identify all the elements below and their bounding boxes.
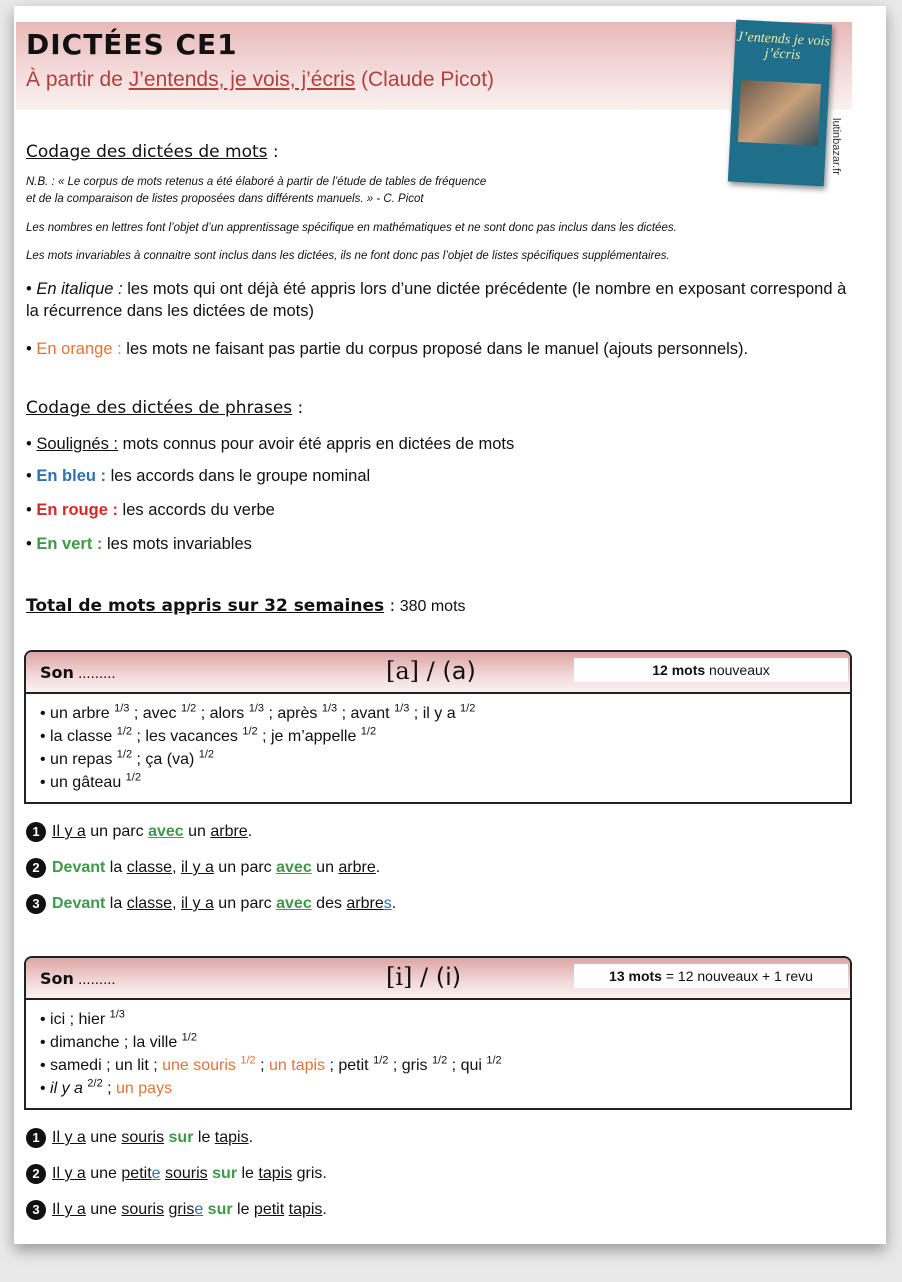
invariable-word: sur — [212, 1165, 238, 1183]
total-line — [26, 596, 466, 616]
recurrence: 1/2 — [242, 725, 258, 738]
known-word: Il y a — [52, 1165, 86, 1183]
word: ; après — [264, 705, 322, 722]
recurrence: 1/2 — [431, 1054, 448, 1067]
invariable-word: Devant — [52, 859, 106, 877]
known-word: classe — [126, 859, 173, 877]
section-heading-phrases — [26, 398, 303, 418]
known-word: tapis — [288, 1201, 323, 1219]
total-label: Total de mots appris sur 32 semaines — [26, 596, 385, 616]
legend-rouge-text: les accords du verbe — [117, 501, 275, 519]
word-line: • un arbre $^{1/3}$ ; avec $^{1/2}$ ; alors $^{1/3}$ ; après $^{1/3}$ ; avant $^{1/3}$ ; il y a $^{1/2}$ — [40, 702, 476, 722]
total-colon: : — [384, 596, 396, 616]
invariable-word: sur — [207, 1201, 233, 1219]
legend-orange-label: En orange : — [36, 340, 122, 358]
son-label — [40, 969, 116, 988]
son-text: Son — [40, 969, 74, 988]
invariable-word: sur — [168, 1129, 194, 1147]
invariable-word: avec — [148, 823, 184, 841]
known-word: arbre — [210, 823, 248, 841]
box-header — [26, 958, 850, 1000]
page-subtitle — [26, 68, 494, 92]
sentence-i-1 — [26, 1128, 253, 1148]
invariable-word: avec — [276, 895, 312, 913]
legend-bleu-label: En bleu : — [36, 467, 107, 485]
sentence-i-2 — [26, 1164, 327, 1184]
gn-agreement: e — [194, 1201, 204, 1219]
known-word: il y a — [180, 895, 214, 913]
son-label — [40, 663, 116, 682]
legend-vert-text: les mots invariables — [102, 535, 252, 553]
count-bold: 13 mots — [609, 968, 662, 984]
son-dots: ......... — [73, 665, 116, 682]
recurrence: 2/2 — [87, 1077, 103, 1090]
text: gris. — [292, 1165, 327, 1183]
son-text: Son — [40, 663, 74, 682]
text: des — [311, 895, 347, 913]
recurrence: 1/2 — [240, 1054, 256, 1067]
word-line: • il y a $^{2/2}$ ; un pays — [40, 1077, 173, 1097]
legend-bleu-text: les accords dans le groupe nominal — [106, 467, 371, 485]
text: , — [172, 895, 181, 913]
legend-bleu: • En bleu : les accords dans le groupe nominal — [26, 467, 371, 485]
recurrence: 1/2 — [116, 725, 133, 738]
legend-italic-label: En italique : — [36, 280, 123, 298]
word: ; qui — [447, 1057, 487, 1074]
page-title: DICTÉES CE1 — [26, 28, 238, 61]
text: un parc — [213, 859, 277, 877]
known-word: arbre — [338, 859, 376, 877]
book-cover-title: J’entends je vois j’écris — [736, 29, 831, 63]
word-list — [26, 694, 850, 802]
word: un gâteau — [50, 774, 126, 791]
note-nb-1: N.B. : « Le corpus de mots retenus a été élaboré à partir de l’étude de tables de fréquence — [26, 176, 487, 188]
text: la — [105, 895, 127, 913]
recurrence: 1/2 — [125, 771, 141, 784]
sentence-number: 2 — [26, 1164, 46, 1184]
recurrence: 1/3 — [321, 702, 338, 715]
section-heading-mots — [26, 142, 279, 162]
word-count — [574, 658, 848, 682]
grapheme: / (a) — [419, 657, 476, 685]
word-line: • ici ; hier $^{1/3}$ — [40, 1008, 125, 1028]
word: ; les vacances — [132, 728, 243, 745]
word-line: • la classe $^{1/2}$ ; les vacances $^{1/2}$ ; je m’appelle $^{1/2}$ — [40, 725, 377, 745]
word-line: • un gâteau $^{1/2}$ — [40, 771, 141, 791]
heading-phrases-text: Codage des dictées de phrases — [26, 398, 293, 418]
sentence-number: 1 — [26, 1128, 46, 1148]
gn-agreement: e — [151, 1165, 161, 1183]
word: ; alors — [196, 705, 249, 722]
son-dots: ......... — [73, 971, 116, 988]
book-cover-image — [728, 20, 832, 187]
recurrence: 1/2 — [198, 748, 215, 761]
text: . — [247, 823, 253, 841]
invariable-word: avec — [276, 859, 312, 877]
subtitle-suffix: (Claude Picot) — [355, 68, 495, 91]
added-word: un tapis — [269, 1057, 326, 1074]
recurrence: 1/3 — [248, 702, 265, 715]
site-credit: lutinbazar.fr — [830, 118, 842, 175]
heading-colon: : — [292, 398, 304, 418]
known-word: classe — [126, 895, 173, 913]
phoneme — [386, 963, 461, 991]
recurrence: 1/3 — [114, 702, 130, 715]
sentence-a-1 — [26, 822, 252, 842]
text: . — [248, 1129, 254, 1147]
count-rest: = 12 nouveaux + 1 revu — [661, 968, 813, 984]
known-word: tapis — [214, 1129, 249, 1147]
recurrence: 1/2 — [373, 1054, 389, 1067]
word-line: • dimanche ; la ville $^{1/2}$ — [40, 1031, 197, 1051]
known-word: souris — [121, 1129, 165, 1147]
known-word: tapis — [258, 1165, 293, 1183]
word: ; ça (va) — [132, 751, 199, 768]
text: . — [391, 895, 397, 913]
sentence-i-3 — [26, 1200, 327, 1220]
note-nb-2: et de la comparaison de listes proposées dans différents manuels. » - C. Picot — [26, 193, 424, 205]
word-box-i — [24, 956, 852, 1110]
known-word: gris — [168, 1201, 195, 1219]
box-header — [26, 652, 850, 694]
text: . — [322, 1201, 327, 1219]
added-word: un pays — [116, 1080, 173, 1097]
known-word: Il y a — [52, 1129, 86, 1147]
legend-vert: • En vert : les mots invariables — [26, 535, 252, 553]
book-title-link: J’entends, je vois, j’écris — [128, 68, 356, 91]
text: le — [237, 1165, 259, 1183]
word: un arbre — [50, 705, 115, 722]
recurrence: 1/2 — [360, 725, 377, 738]
known-word: Il y a — [52, 1201, 86, 1219]
reviewed-word: il y a — [50, 1080, 88, 1097]
phoneme-symbol: [i] — [386, 963, 413, 991]
invariable-word: Devant — [52, 895, 106, 913]
gn-agreement: s — [383, 895, 392, 913]
sentence-a-3 — [26, 894, 396, 914]
recurrence: 1/2 — [180, 702, 197, 715]
recurrence: 1/2 — [116, 748, 133, 761]
text: une — [85, 1201, 122, 1219]
word-count — [574, 964, 848, 988]
text: un parc — [85, 823, 149, 841]
heading-colon: : — [267, 142, 279, 162]
legend-rouge: • En rouge : les accords du verbe — [26, 501, 275, 519]
recurrence: 1/3 — [109, 1008, 125, 1021]
text: un parc — [213, 895, 277, 913]
word: ; avant — [337, 705, 395, 722]
note-nombres: Les nombres en lettres font l’objet d’un apprentissage spécifique en mathématiques et ne sont donc pas inclus dans les dictées. — [26, 222, 677, 234]
phoneme-symbol: [a] — [386, 657, 420, 685]
legend-orange: • En orange : les mots ne faisant pas partie du corpus proposé dans le manuel (ajouts personnels). — [26, 340, 749, 358]
count-rest: nouveaux — [705, 662, 770, 678]
recurrence: 1/3 — [394, 702, 410, 715]
word: ; avec — [129, 705, 181, 722]
sentence-number: 2 — [26, 858, 46, 878]
book-cover-photo — [738, 80, 821, 146]
word: ; il y a — [409, 705, 461, 722]
text: le — [193, 1129, 215, 1147]
word: dimanche ; la ville — [50, 1034, 182, 1051]
word: ; gris — [388, 1057, 432, 1074]
known-word: souris — [121, 1201, 165, 1219]
legend-rouge-label: En rouge : — [36, 501, 118, 519]
text: une — [85, 1129, 122, 1147]
heading-mots-text: Codage des dictées de mots — [26, 142, 268, 162]
sentence-number: 1 — [26, 822, 46, 842]
phoneme — [386, 657, 476, 685]
word: ; je m’appelle — [257, 728, 361, 745]
legend-souligne-label: Soulignés : — [36, 435, 119, 453]
legend-souligne-text: mots connus pour avoir été appris en dictées de mots — [118, 435, 515, 453]
recurrence: 1/2 — [486, 1054, 502, 1067]
word-box-a — [24, 650, 852, 804]
legend-orange-text: les mots ne faisant pas partie du corpus proposé dans le manuel (ajouts personnels). — [121, 340, 749, 358]
word-list — [26, 1000, 850, 1108]
legend-vert-label: En vert : — [36, 535, 103, 553]
word: samedi ; un lit ; — [50, 1057, 163, 1074]
text: , — [172, 859, 181, 877]
text: la — [105, 859, 127, 877]
word: un repas — [50, 751, 117, 768]
text: une — [85, 1165, 122, 1183]
note-invariables: Les mots invariables à connaitre sont inclus dans les dictées, ils ne font donc pas l’objet de listes spécifiques supplémentaires. — [26, 250, 670, 262]
added-word: une souris — [162, 1057, 241, 1074]
text: un — [311, 859, 339, 877]
known-word: il y a — [180, 859, 214, 877]
text: le — [232, 1201, 254, 1219]
word: ; petit — [325, 1057, 374, 1074]
word-line: • un repas $^{1/2}$ ; ça (va) $^{1/2}$ — [40, 748, 215, 768]
sentence-number: 3 — [26, 1200, 46, 1220]
word: la classe — [50, 728, 117, 745]
total-value: 380 mots — [395, 598, 466, 615]
word: ; — [255, 1057, 269, 1074]
subtitle-prefix: À partir de — [26, 68, 129, 91]
sentence-number: 3 — [26, 894, 46, 914]
known-word: souris — [165, 1165, 208, 1183]
text: . — [375, 859, 381, 877]
legend-italic: • En italique : les mots qui ont déjà été appris lors d’une dictée précédente (le nombre en exposant correspond à la récurrence dans les dictées de mots) — [26, 280, 847, 320]
word: ici ; hier — [50, 1011, 110, 1028]
known-word: arbre — [346, 895, 384, 913]
legend-souligne: • Soulignés : mots connus pour avoir été appris en dictées de mots — [26, 435, 515, 453]
legend-italic-text: les mots qui ont déjà été appris lors d’une dictée précédente (le nombre en exposant correspond à la récurrence dans les dictées de mots) — [26, 280, 847, 320]
count-bold: 12 mots — [652, 662, 706, 678]
known-word: petit — [253, 1201, 285, 1219]
word: ; — [102, 1080, 117, 1097]
word-line: • samedi ; un lit ; une souris $^{1/2}$ ; un tapis ; petit $^{1/2}$ ; gris $^{1/2}$ ; qui $^{1/2}$ — [40, 1054, 502, 1074]
known-word: Il y a — [52, 823, 86, 841]
grapheme: / (i) — [412, 963, 462, 991]
known-word: petit — [121, 1165, 152, 1183]
recurrence: 1/2 — [181, 1031, 197, 1044]
text: un — [183, 823, 211, 841]
recurrence: 1/2 — [460, 702, 476, 715]
sentence-a-2 — [26, 858, 380, 878]
